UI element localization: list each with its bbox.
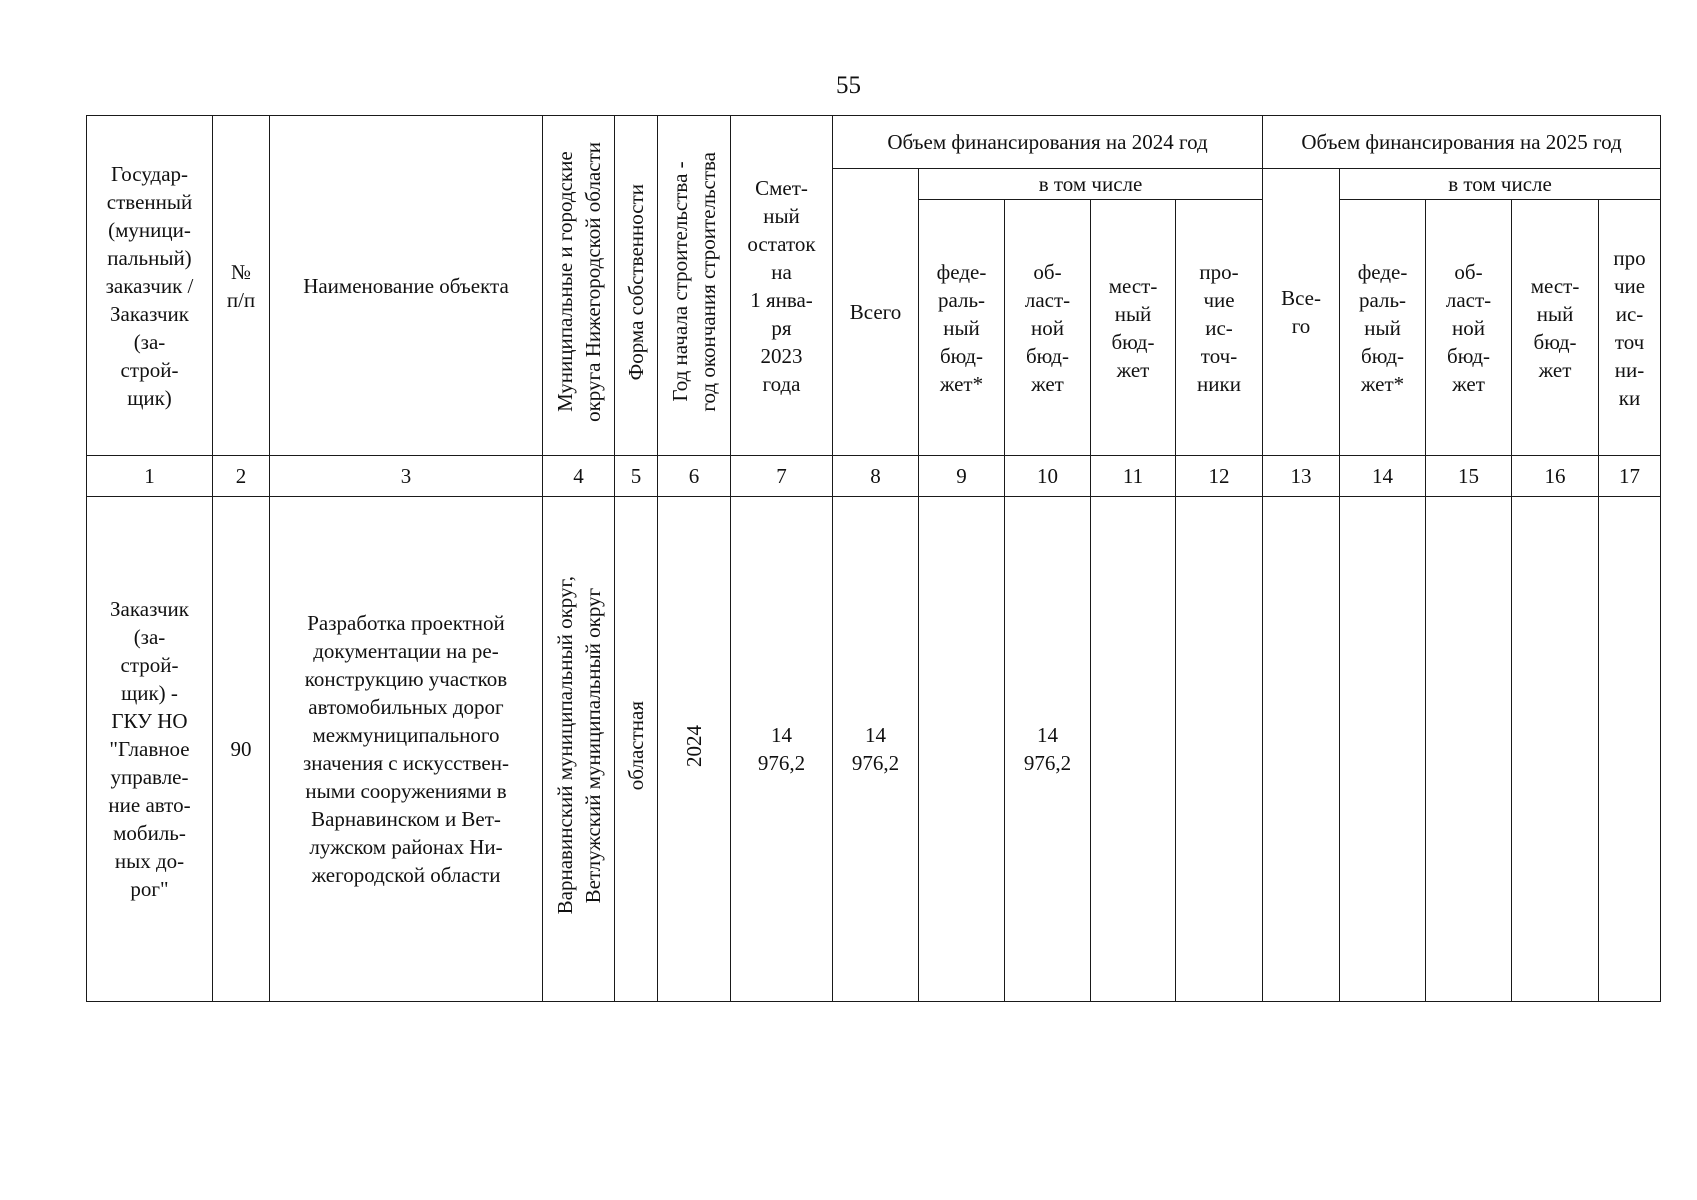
column-number-row (87, 456, 1661, 497)
cell-number: 90 (213, 497, 270, 1002)
column-number: 4 (543, 456, 615, 497)
column-number: 14 (1340, 456, 1426, 497)
financing-table (86, 115, 1661, 1002)
header-row-group (87, 116, 1661, 169)
header-ownership (615, 116, 658, 456)
cell-object-name: Разработка проектной документации на ре- конструкцию участков автомобильных дорог межмуниципального значения с искусствен- ными сооружениями в Варнавинском и Вет- лужском районах Ни- жегородской области (270, 497, 543, 1002)
column-number: 5 (615, 456, 658, 497)
header-estimate: Смет- ный остаток на 1 янва- ря 2023 года (731, 116, 833, 456)
column-number: 2 (213, 456, 270, 497)
cell-regional-2024: 14 976,2 (1005, 497, 1091, 1002)
header-ownership-text: Форма собственности (624, 183, 648, 381)
column-number: 8 (833, 456, 919, 497)
header-including-2024: в том числе (919, 169, 1263, 200)
cell-estimate: 14 976,2 (731, 497, 833, 1002)
header-customer: Государ- ственный (муници- пальный) заказчик / Заказчик (за- строй- щик) (87, 116, 213, 456)
header-local-2024: мест- ный бюд- жет (1091, 200, 1176, 456)
header-municipalities-text: Муниципальные и городские округа Нижегородской области (552, 142, 605, 422)
column-number: 6 (658, 456, 731, 497)
header-local-2025: мест- ный бюд- жет (1512, 200, 1599, 456)
cell-years-text: 2024 (682, 724, 706, 767)
header-other-2024: про- чие ис- точ- ники (1176, 200, 1263, 456)
cell-total-2025 (1263, 497, 1340, 1002)
column-number: 7 (731, 456, 833, 497)
column-number: 10 (1005, 456, 1091, 497)
header-years (658, 116, 731, 456)
column-number: 15 (1426, 456, 1512, 497)
cell-municipalities-text: Варнавинский муниципальный округ, Ветлужский муниципальный округ (552, 576, 605, 915)
header-years-text: Год начала строительства - год окончания строительства (668, 152, 720, 412)
header-object-name: Наименование объекта (270, 116, 543, 456)
cell-other-2024 (1176, 497, 1263, 1002)
table-row (87, 497, 1661, 1002)
column-number: 11 (1091, 456, 1176, 497)
cell-customer: Заказчик (за- строй- щик) - ГКУ НО "Главное управле- ние авто- мобиль- ных до- рог" (87, 497, 213, 1002)
column-number: 3 (270, 456, 543, 497)
header-total-2025: Все- го (1263, 169, 1340, 456)
header-number: № п/п (213, 116, 270, 456)
header-including-2025: в том числе (1340, 169, 1661, 200)
header-financing-2024: Объем финансирования на 2024 год (833, 116, 1263, 169)
header-regional-2025: об- ласт- ной бюд- жет (1426, 200, 1512, 456)
column-number: 17 (1599, 456, 1661, 497)
column-number: 12 (1176, 456, 1263, 497)
header-regional-2024: об- ласт- ной бюд- жет (1005, 200, 1091, 456)
cell-ownership (615, 497, 658, 1002)
header-municipalities (543, 116, 615, 456)
cell-years (658, 497, 731, 1002)
cell-ownership-text: областная (624, 700, 648, 791)
cell-federal-2024 (919, 497, 1005, 1002)
cell-local-2024 (1091, 497, 1176, 1002)
header-total-2024: Всего (833, 169, 919, 456)
cell-total-2024: 14 976,2 (833, 497, 919, 1002)
page-number: 55 (836, 72, 861, 99)
cell-other-2025 (1599, 497, 1661, 1002)
column-number: 16 (1512, 456, 1599, 497)
cell-federal-2025 (1340, 497, 1426, 1002)
cell-local-2025 (1512, 497, 1599, 1002)
column-number: 13 (1263, 456, 1340, 497)
cell-municipalities (543, 497, 615, 1002)
header-financing-2025: Объем финансирования на 2025 год (1263, 116, 1661, 169)
header-federal-2025: феде- раль- ный бюд- жет* (1340, 200, 1426, 456)
header-other-2025: про чие ис- точ ни- ки (1599, 200, 1661, 456)
column-number: 9 (919, 456, 1005, 497)
column-number: 1 (87, 456, 213, 497)
cell-regional-2025 (1426, 497, 1512, 1002)
header-federal-2024: феде- раль- ный бюд- жет* (919, 200, 1005, 456)
